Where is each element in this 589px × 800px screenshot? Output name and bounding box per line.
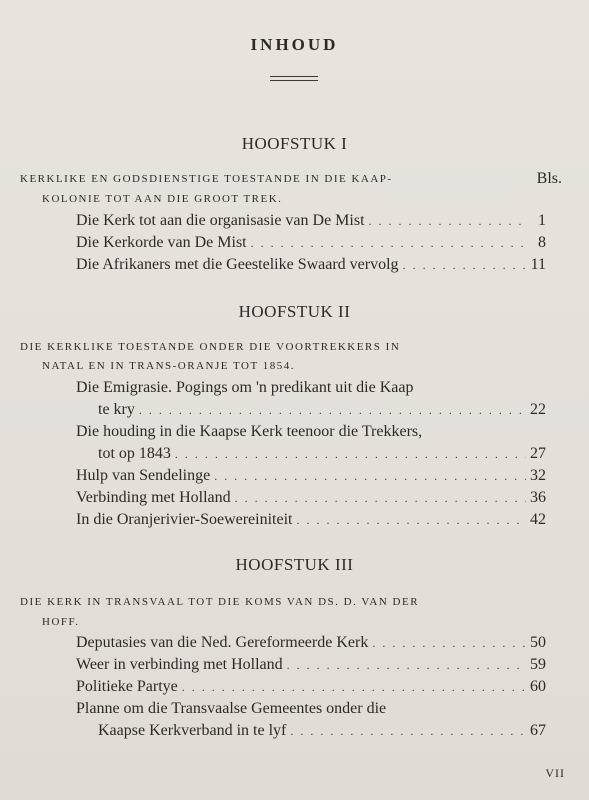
toc-entry[interactable] (98, 401, 546, 423)
toc-entry[interactable] (76, 656, 546, 678)
toc-entry-page: 1 (538, 212, 546, 229)
chapter-2-heading: HOOFSTUK II (238, 302, 351, 321)
toc-entry[interactable] (76, 467, 546, 489)
toc-entry-title: Kaapse Kerkverband in te lyf (98, 722, 287, 739)
toc-entry-title: Hulp van Sendelinge (76, 467, 211, 484)
toc-entry[interactable] (98, 445, 546, 467)
chapter-3-intro-line-1: DIE KERK IN TRANSVAAL TOT DIE KOMS VAN DS. D. VAN DER (20, 596, 420, 608)
toc-entry-title: tot op 1843 (98, 445, 171, 462)
toc-entry[interactable] (76, 256, 546, 278)
toc-entry-title: te kry (98, 401, 135, 418)
dot-leader (372, 636, 526, 651)
toc-entry-title: Politieke Partye (76, 678, 178, 695)
toc-entry-title: Verbinding met Holland (76, 489, 231, 506)
dot-leader (175, 447, 526, 462)
chapter-2-intro-line-1: DIE KERKLIKE TOESTANDE ONDER DIE VOORTREKKERS IN (20, 341, 401, 353)
dot-leader (296, 513, 526, 528)
page-title: INHOUD (250, 35, 339, 54)
toc-entry-page: 59 (530, 656, 546, 673)
dot-leader (235, 491, 526, 506)
chapter-1-intro-line-2: KOLONIE TOT AAN DIE GROOT TREK. (42, 193, 283, 205)
toc-entry[interactable] (76, 234, 546, 256)
toc-entry-title: Weer in verbinding met Holland (76, 656, 283, 673)
chapter-1-intro-line-1: KERKLIKE EN GODSDIENSTIGE TOESTANDE IN DIE KAAP- (20, 173, 393, 185)
toc-entry-title: In die Oranjerivier-Soewereiniteit (76, 511, 293, 528)
toc-entry-title: Deputasies van die Ned. Gereformeerde Kerk (76, 634, 369, 651)
toc-entry-first-line: Planne om die Transvaalse Gemeentes onder die (76, 700, 387, 717)
title-rule-bottom (270, 80, 318, 81)
toc-entry-page: 36 (530, 489, 546, 506)
chapter-3-heading: HOOFSTUK III (235, 555, 354, 574)
toc-entry-page: 32 (530, 467, 546, 484)
toc-entry-first-line: Die houding in die Kaapse Kerk teenoor die Trekkers, (76, 423, 423, 440)
page-number: VII (545, 766, 565, 780)
chapter-1-heading: HOOFSTUK I (241, 134, 348, 153)
toc-entry-page: 27 (530, 445, 546, 462)
toc-entry[interactable] (76, 511, 546, 533)
chapter-3-intro-line-2: HOFF. (42, 616, 80, 628)
toc-entry[interactable] (76, 678, 546, 700)
dot-leader (287, 658, 526, 673)
title-rule-top (270, 76, 318, 77)
toc-entry-title: Die Kerk tot aan die organisasie van De Mist (76, 212, 365, 229)
toc-entry[interactable] (76, 634, 546, 656)
dot-leader (139, 403, 526, 418)
page-column-label: Bls. (536, 170, 562, 187)
dot-leader (369, 214, 528, 229)
toc-entry[interactable] (76, 489, 546, 511)
toc-entry-page: 42 (530, 511, 546, 528)
toc-entry-page: 50 (530, 634, 546, 651)
chapter-2-intro-line-2: NATAL EN IN TRANS-ORANJE TOT 1854. (42, 360, 296, 372)
dot-leader (182, 680, 526, 695)
toc-entry-first-line: Die Emigrasie. Pogings om 'n predikant uit die Kaap (76, 379, 414, 396)
dot-leader (403, 258, 527, 273)
toc-entry-page: 8 (538, 234, 546, 251)
toc-entry[interactable] (76, 212, 546, 234)
toc-entry-page: 11 (530, 256, 546, 273)
toc-entry-page: 67 (530, 722, 546, 739)
dot-leader (290, 724, 526, 739)
toc-entry-page: 22 (530, 401, 546, 418)
toc-entry-page: 60 (530, 678, 546, 695)
toc-entry-title: Die Afrikaners met die Geestelike Swaard vervolg (76, 256, 399, 273)
toc-entry[interactable] (98, 722, 546, 744)
dot-leader (251, 236, 528, 251)
dot-leader (214, 469, 526, 484)
toc-entry-title: Die Kerkorde van De Mist (76, 234, 247, 251)
